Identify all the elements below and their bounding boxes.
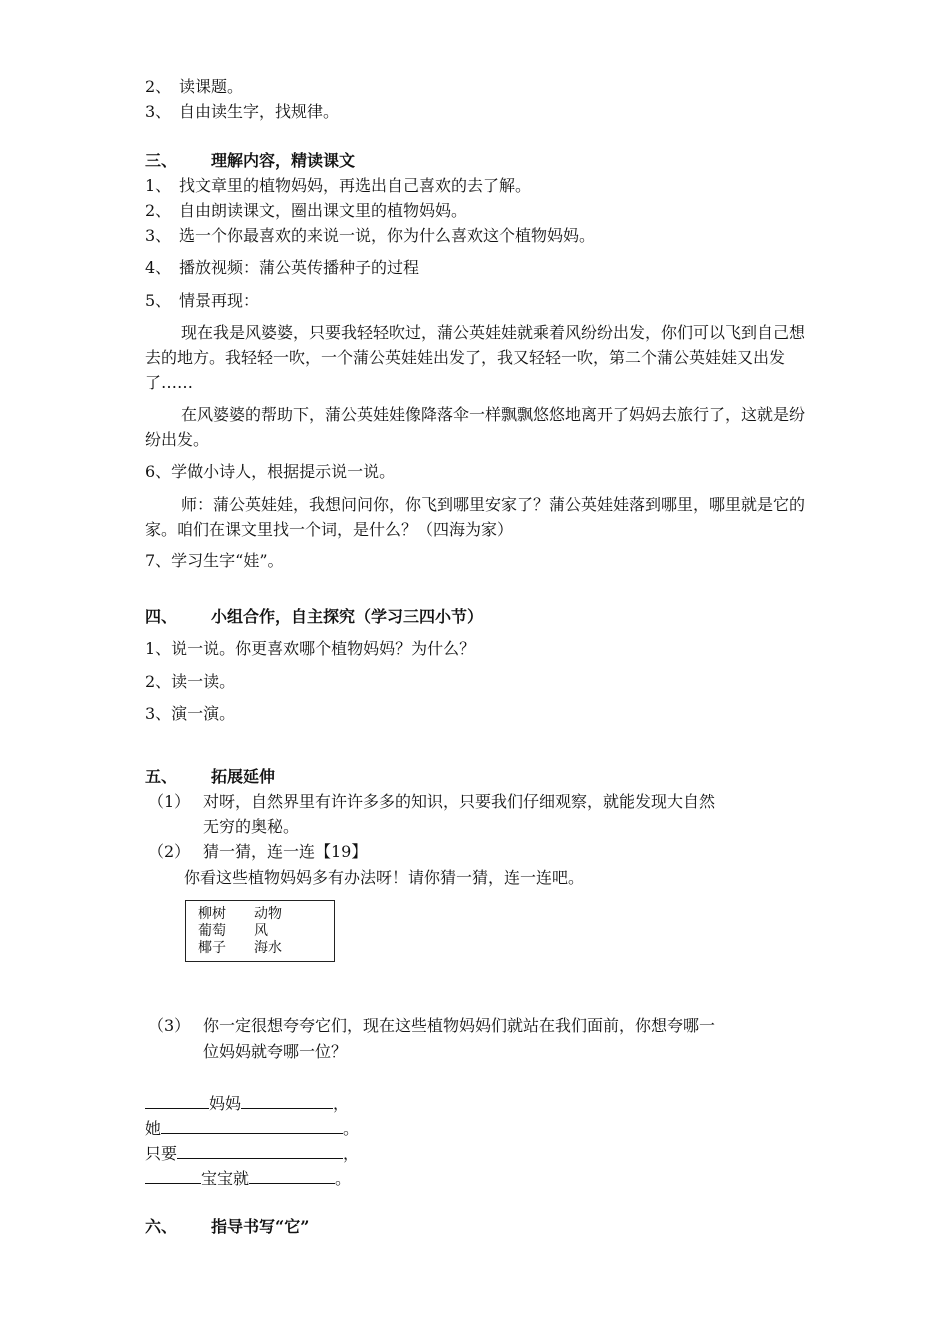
fill-in-line: 只要 ，: [145, 1140, 359, 1165]
list-item: 2、读一读。: [145, 672, 236, 691]
match-row: 椰子 海水: [198, 940, 282, 956]
sub-item-continuation: 位妈妈就夸哪一位？: [203, 1042, 348, 1061]
sub-item-continuation: 无穷的奥秘。: [203, 817, 300, 836]
list-item: 2、 自由朗读课文，圈出课文里的植物妈妈。: [145, 201, 468, 220]
section-heading: 四、 小组合作，自主探究（学习三四小节）: [145, 607, 484, 626]
blank[interactable]: [177, 1140, 343, 1159]
blank[interactable]: [161, 1115, 343, 1134]
sub-item: （1） 对呀，自然界里有许许多多的知识，只要我们仔细观察，就能发现大自然: [148, 792, 716, 811]
list-item: 5、 情景再现：: [145, 291, 260, 310]
paragraph: 师：蒲公英娃娃，我想问问你，你飞到哪里安家了？蒲公英娃娃落到哪里，哪里就是它的家。咱们在课文里找一个词，是什么？（四海为家）: [145, 495, 806, 539]
fill-in-line: 妈妈 ，: [145, 1090, 349, 1115]
matching-box: [185, 900, 335, 962]
blank[interactable]: [241, 1090, 333, 1109]
paragraph: 现在我是风婆婆，只要我轻轻吹过，蒲公英娃娃就乘着风纷纷出发，你们可以飞到自己想去的地方。我轻轻一吹，一个蒲公英娃娃出发了，我又轻轻一吹，第二个蒲公英娃娃又出发了……: [145, 323, 806, 392]
list-item: 4、 播放视频：蒲公英传播种子的过程: [145, 258, 420, 277]
instruction-text: 你看这些植物妈妈多有办法呀！请你猜一猜，连一连吧。: [184, 868, 585, 887]
list-item: 6、学做小诗人，根据提示说一说。: [145, 462, 396, 481]
fill-in-line: 宝宝就 。: [145, 1165, 351, 1190]
blank[interactable]: [145, 1165, 201, 1184]
list-item: 3、 自由读生字，找规律。: [145, 102, 340, 121]
blank[interactable]: [249, 1165, 335, 1184]
sub-item: （2） 猜一猜，连一连【19】: [148, 842, 368, 861]
list-item: 7、学习生字“娃”。: [145, 551, 284, 570]
list-item: 2、 读课题。: [145, 77, 244, 96]
section-heading: 五、 拓展延伸: [145, 767, 276, 786]
blank[interactable]: [145, 1090, 209, 1109]
fill-in-line: 她 。: [145, 1115, 359, 1140]
list-item: 3、演一演。: [145, 704, 236, 723]
paragraph: 在风婆婆的帮助下，蒲公英娃娃像降落伞一样飘飘悠悠地离开了妈妈去旅行了，这就是纷纷出发。: [145, 405, 806, 449]
list-item: 1、说一说。你更喜欢哪个植物妈妈？为什么？: [145, 639, 476, 658]
match-row: 柳树 动物: [198, 906, 282, 922]
list-item: 3、 选一个你最喜欢的来说一说，你为什么喜欢这个植物妈妈。: [145, 226, 596, 245]
section-heading: 三、 理解内容，精读课文: [145, 151, 356, 170]
section-heading: 六、 指导书写“它”: [145, 1217, 310, 1236]
sub-item: （3） 你一定很想夸夸它们，现在这些植物妈妈们就站在我们面前，你想夸哪一: [148, 1016, 716, 1035]
list-item: 1、 找文章里的植物妈妈，再选出自己喜欢的去了解。: [145, 176, 532, 195]
match-row: 葡萄 风: [198, 923, 268, 939]
